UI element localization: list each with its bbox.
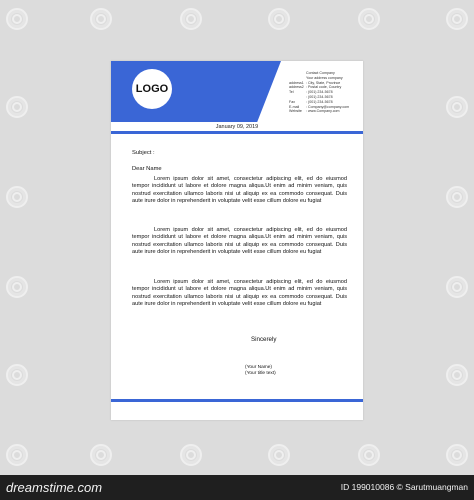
letterhead-page — [111, 61, 363, 420]
signature-block — [245, 365, 276, 377]
watermark-icon — [6, 364, 28, 386]
watermark-icon — [6, 186, 28, 208]
watermark-icon — [268, 8, 290, 30]
watermark-icon — [6, 96, 28, 118]
logo-circle: LOGO — [132, 69, 172, 109]
contact-row: : (001) 234-5678 — [306, 94, 333, 99]
watermark-icon — [446, 276, 468, 298]
watermark-icon — [180, 8, 202, 30]
body-paragraph: Lorem ipsum dolor sit amet, consectetur adipiscing elit, ed do eiusmod tempor incididunt ut labore et dolore magna aliqua.Ut enim ad minim veniam, quis nostrud exercitation ullamco laboris nisi ut aliquip ex ea commodo consequat. Duis aute irure dolor in reprehenderit in voluptate velit esse cillum dolore eu fugiat — [132, 176, 347, 205]
watermark-icon — [446, 96, 468, 118]
body-paragraph: Lorem ipsum dolor sit amet, consectetur adipiscing elit, ed do eiusmod tempor incididunt ut labore et dolore magna aliqua.Ut enim ad minim veniam, quis nostrud exercitation ullamco laboris nisi ut aliquip ex ea commodo consequat. Duis aute irure dolor in reprehenderit in voluptate velit esse cillum dolore eu fugiat — [132, 227, 347, 256]
watermark-icon — [90, 8, 112, 30]
contact-row: Website : www.Company.com — [289, 109, 340, 114]
watermark-icon — [90, 444, 112, 466]
watermark-icon — [446, 364, 468, 386]
watermark-icon — [446, 8, 468, 30]
greeting: Dear Name — [132, 166, 162, 172]
contact-row: E-mail : Company@company.com — [289, 104, 350, 109]
watermark-icon — [358, 8, 380, 30]
contact-row: Your address company — [306, 75, 343, 80]
watermark-icon — [6, 444, 28, 466]
stock-footer-bar — [0, 475, 474, 500]
signer-title: (Your title text) — [245, 371, 276, 377]
watermark-icon — [180, 444, 202, 466]
contact-row: Fax : (001) 234-5678 — [289, 99, 333, 104]
watermark-icon — [6, 276, 28, 298]
watermark-icon — [6, 8, 28, 30]
brand-logo: dreamstime.com — [6, 480, 103, 495]
signer-name: (Your Name) — [245, 365, 273, 370]
contact-row: Contact Company — [306, 71, 335, 75]
contact-row: Tel : (001) 234-5678 — [289, 90, 333, 95]
watermark-icon — [446, 186, 468, 208]
watermark-icon — [268, 444, 290, 466]
contact-block — [289, 71, 361, 114]
header-divider — [111, 131, 363, 134]
image-credit: ID 199010086 © Sarutmuangman — [340, 482, 468, 492]
watermark-icon — [446, 444, 468, 466]
body-paragraph: Lorem ipsum dolor sit amet, consectetur adipiscing elit, ed do eiusmod tempor incididunt ut labore et dolore magna aliqua.Ut enim ad minim veniam, quis nostrud exercitation ullamco laboris nisi ut aliquip ex ea commodo consequat. Duis aute irure dolor in reprehenderit in voluptate velit esse cillum dolore eu fugiat — [132, 279, 347, 308]
subject-line: Subject : — [132, 150, 155, 156]
contact-row: address1 : City, State, Province — [289, 80, 341, 85]
watermark-icon — [358, 444, 380, 466]
footer-divider — [111, 399, 363, 402]
letter-date: January 09, 2019 — [215, 124, 259, 130]
contact-row: address2 : Postal code, Country — [289, 85, 342, 90]
closing: Sincerely — [251, 336, 277, 343]
